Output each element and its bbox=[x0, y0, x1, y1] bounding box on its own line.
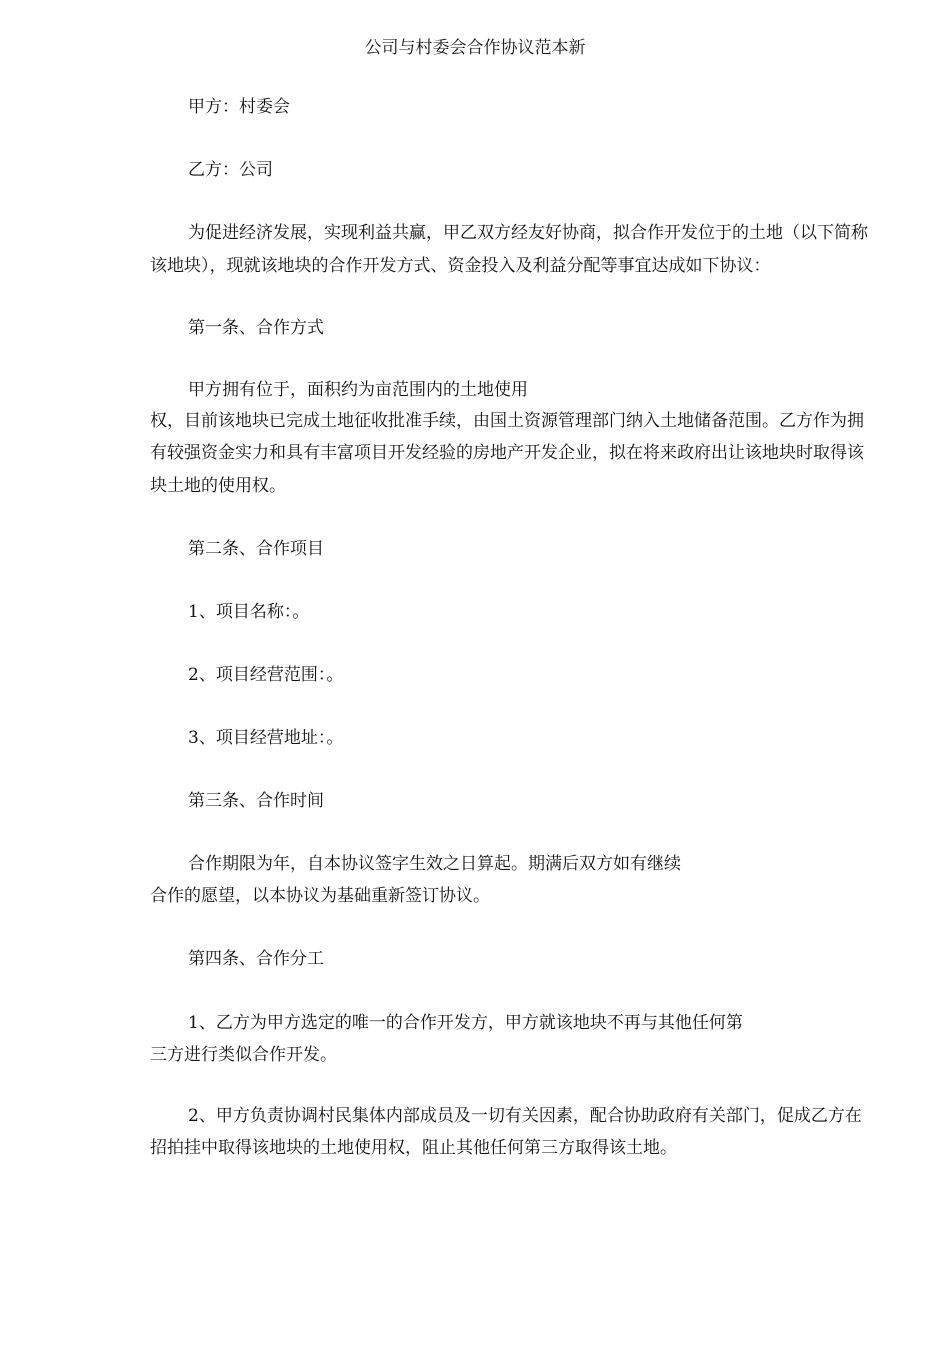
article-2-item: 2、项目经营范围：。 bbox=[188, 665, 344, 685]
article-1-paragraph-line: 块土地的使用权。 bbox=[150, 476, 286, 496]
article-3-paragraph-line: 合作的愿望，以本协议为基础重新签订协议。 bbox=[150, 886, 490, 906]
party-a-line: 甲方：村委会 bbox=[188, 97, 290, 117]
article-4-item-1-line: 三方进行类似合作开发。 bbox=[150, 1045, 337, 1065]
article-2-item: 3、项目经营地址：。 bbox=[188, 728, 344, 748]
party-b-line: 乙方：公司 bbox=[188, 160, 273, 180]
document-title: 公司与村委会合作协议范本新 bbox=[364, 38, 586, 58]
article-3-heading: 第三条、合作时间 bbox=[188, 791, 324, 811]
article-4-item-2-line: 2、甲方负责协调村民集体内部成员及一切有关因素，配合协助政府有关部门，促成乙方在 bbox=[188, 1106, 862, 1126]
article-3-paragraph-line: 合作期限为年，自本协议签字生效之日算起。期满后双方如有继续 bbox=[188, 854, 681, 874]
article-1-heading: 第一条、合作方式 bbox=[188, 318, 324, 338]
article-4-item-2-line: 招拍挂中取得该地块的土地使用权，阻止其他任何第三方取得该土地。 bbox=[150, 1138, 677, 1158]
article-1-paragraph-line: 有较强资金实力和具有丰富项目开发经验的房地产开发企业，拟在将来政府出让该地块时取得该 bbox=[150, 443, 864, 463]
intro-paragraph-line: 该地块），现就该地块的合作开发方式、资金投入及利益分配等事宜达成如下协议： bbox=[150, 256, 771, 276]
intro-paragraph-line: 为促进经济发展，实现利益共赢，甲乙双方经友好协商，拟合作开发位于的土地（以下简称 bbox=[188, 223, 868, 243]
article-1-paragraph-line: 甲方拥有位于，面积约为亩范围内的土地使用 bbox=[188, 380, 528, 400]
article-2-heading: 第二条、合作项目 bbox=[188, 539, 324, 559]
article-2-item: 1、项目名称：。 bbox=[188, 602, 310, 622]
article-4-item-1-line: 1、乙方为甲方选定的唯一的合作开发方，甲方就该地块不再与其他任何第 bbox=[188, 1013, 743, 1033]
article-1-paragraph-line: 权，目前该地块已完成土地征收批准手续，由国土资源管理部门纳入土地储备范围。乙方作为拥 bbox=[150, 411, 864, 431]
article-4-heading: 第四条、合作分工 bbox=[188, 949, 324, 969]
